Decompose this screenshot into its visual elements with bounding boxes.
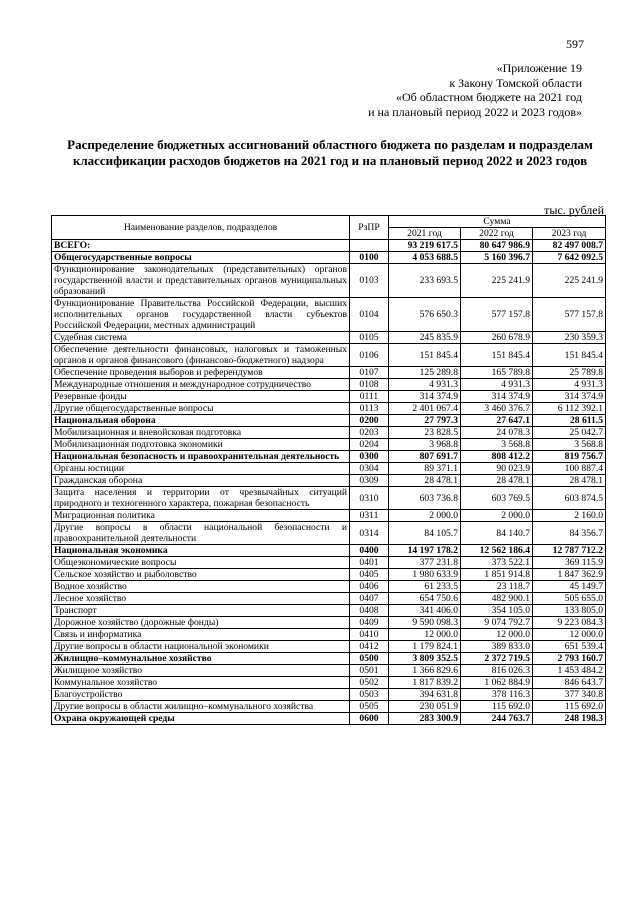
row-value-2021: 807 691.7: [389, 451, 461, 463]
row-value-2023: 7 642 092.5: [533, 252, 606, 264]
row-name: Другие вопросы в области национальной экономики: [52, 641, 350, 653]
row-value-2022: 4 931.3: [461, 379, 533, 391]
row-value-2022: 27 647.1: [461, 415, 533, 427]
row-code: 0314: [350, 522, 389, 545]
row-value-2022: 354 105.0: [461, 605, 533, 617]
row-name: Национальная безопасность и правоохранительная деятельность: [52, 451, 350, 463]
row-code: 0400: [350, 545, 389, 557]
row-value-2021: 394 631.8: [389, 689, 461, 701]
row-value-2021: 89 371.1: [389, 463, 461, 475]
table-row: [52, 689, 606, 701]
row-value-2023: 603 874.5: [533, 487, 606, 510]
table-row: [52, 677, 606, 689]
table-row: [52, 665, 606, 677]
table-row: [52, 298, 606, 332]
row-name: Другие вопросы в области национальной безопасности и правоохранительной деятельности: [52, 522, 350, 545]
table-row: [52, 403, 606, 415]
row-value-2021: 9 590 098.3: [389, 617, 461, 629]
table-row: [52, 264, 606, 298]
table-row: [52, 252, 606, 264]
row-code: 0309: [350, 475, 389, 487]
budget-table: [51, 215, 606, 725]
row-value-2021: 2 401 067.4: [389, 403, 461, 415]
row-value-2022: 80 647 986.9: [461, 240, 533, 252]
row-value-2022: 23 118.7: [461, 581, 533, 593]
row-name: Коммунальное хозяйство: [52, 677, 350, 689]
table-row: [52, 629, 606, 641]
row-value-2023: 45 149.7: [533, 581, 606, 593]
row-value-2023: 12 000.0: [533, 629, 606, 641]
row-code: 0410: [350, 629, 389, 641]
row-value-2023: 151 845.4: [533, 344, 606, 367]
row-value-2022: 373 522.1: [461, 557, 533, 569]
row-code: 0113: [350, 403, 389, 415]
row-name: Мобилизационная подготовка экономики: [52, 439, 350, 451]
row-value-2023: 819 756.7: [533, 451, 606, 463]
row-value-2021: 283 300.9: [389, 713, 461, 725]
row-value-2021: 1 179 824.1: [389, 641, 461, 653]
row-code: 0408: [350, 605, 389, 617]
table-row: [52, 557, 606, 569]
row-code: 0304: [350, 463, 389, 475]
row-code: 0105: [350, 332, 389, 344]
table-row: [52, 569, 606, 581]
row-value-2021: 93 219 617.5: [389, 240, 461, 252]
units-label: тыс. рублей: [544, 203, 604, 217]
row-value-2021: 1 980 633.9: [389, 569, 461, 581]
row-value-2021: 4 053 688.5: [389, 252, 461, 264]
row-value-2021: 377 231.8: [389, 557, 461, 569]
row-name: Общеэкономические вопросы: [52, 557, 350, 569]
row-value-2021: 12 000.0: [389, 629, 461, 641]
row-value-2023: 12 787 712.2: [533, 545, 606, 557]
table-row: [52, 522, 606, 545]
header-sum: Сумма: [389, 216, 606, 228]
row-code: 0502: [350, 677, 389, 689]
annex-line: «Приложение 19: [496, 61, 582, 75]
row-code: 0600: [350, 713, 389, 725]
row-value-2021: 233 693.5: [389, 264, 461, 298]
row-value-2023: 314 374.9: [533, 391, 606, 403]
table-row: [52, 240, 606, 252]
row-code: 0505: [350, 701, 389, 713]
row-name: Национальная оборона: [52, 415, 350, 427]
table-row: [52, 641, 606, 653]
row-value-2022: 1 851 914.8: [461, 569, 533, 581]
row-name: Обеспечение проведения выборов и референдумов: [52, 367, 350, 379]
row-name: Защита населения и территории от чрезвычайных ситуаций природного и техногенного характера, пожарная безопасность: [52, 487, 350, 510]
row-value-2021: 603 736.8: [389, 487, 461, 510]
annex-line: «Об областном бюджете на 2021 год: [396, 90, 582, 104]
row-name: Международные отношения и международное сотрудничество: [52, 379, 350, 391]
annex-line: и на плановый период 2022 и 2023 годов»: [368, 104, 582, 119]
row-value-2022: 244 763.7: [461, 713, 533, 725]
row-value-2021: 125 289.8: [389, 367, 461, 379]
row-value-2023: 577 157.8: [533, 298, 606, 332]
row-value-2023: 248 198.3: [533, 713, 606, 725]
row-name: Мобилизационная и вневойсковая подготовка: [52, 427, 350, 439]
page-number: 597: [566, 37, 584, 51]
row-value-2021: 61 233.5: [389, 581, 461, 593]
row-value-2022: 84 140.7: [461, 522, 533, 545]
row-code: 0111: [350, 391, 389, 403]
row-value-2023: 1 453 484.2: [533, 665, 606, 677]
row-value-2023: 651 539.4: [533, 641, 606, 653]
row-value-2023: 28 478.1: [533, 475, 606, 487]
table-row: [52, 439, 606, 451]
row-code: 0106: [350, 344, 389, 367]
table-row: [52, 379, 606, 391]
row-value-2021: 3 809 352.5: [389, 653, 461, 665]
row-value-2022: 3 568.8: [461, 439, 533, 451]
row-value-2022: 225 241.9: [461, 264, 533, 298]
row-name: Жилищно–коммунальное хозяйство: [52, 653, 350, 665]
header-code: РзПР: [350, 216, 389, 240]
row-value-2022: 90 023.9: [461, 463, 533, 475]
row-value-2021: 576 650.3: [389, 298, 461, 332]
row-name: Сельское хозяйство и рыболовство: [52, 569, 350, 581]
row-value-2023: 377 340.8: [533, 689, 606, 701]
row-value-2022: 115 692.0: [461, 701, 533, 713]
row-code: [350, 240, 389, 252]
row-name: Водное хозяйство: [52, 581, 350, 593]
table-row: [52, 391, 606, 403]
row-value-2022: 314 374.9: [461, 391, 533, 403]
row-value-2023: 225 241.9: [533, 264, 606, 298]
row-code: 0204: [350, 439, 389, 451]
row-name: Гражданская оборона: [52, 475, 350, 487]
row-value-2022: 151 845.4: [461, 344, 533, 367]
row-value-2022: 816 026.3: [461, 665, 533, 677]
row-name: ВСЕГО:: [52, 240, 350, 252]
row-name: Транспорт: [52, 605, 350, 617]
row-value-2022: 5 160 396.7: [461, 252, 533, 264]
header-year-2023: 2023 год: [533, 228, 606, 240]
row-value-2022: 389 833.0: [461, 641, 533, 653]
row-name: Функционирование законодательных (представительных) органов государственной власти и представительных органов муниципальных образований: [52, 264, 350, 298]
row-value-2021: 230 051.9: [389, 701, 461, 713]
row-value-2021: 28 478.1: [389, 475, 461, 487]
row-value-2022: 24 078.3: [461, 427, 533, 439]
row-name: Связь и информатика: [52, 629, 350, 641]
row-name: Общегосударственные вопросы: [52, 252, 350, 264]
row-value-2022: 603 769.5: [461, 487, 533, 510]
row-value-2021: 1 817 839.2: [389, 677, 461, 689]
row-value-2022: 260 678.9: [461, 332, 533, 344]
row-name: Органы юстиции: [52, 463, 350, 475]
row-name: Функционирование Правительства Российской Федерации, высших исполнительных органов государственной власти субъектов Российской Федерации, местных администраций: [52, 298, 350, 332]
table-row: [52, 593, 606, 605]
table-row: [52, 545, 606, 557]
row-value-2021: 3 968.8: [389, 439, 461, 451]
row-code: 0203: [350, 427, 389, 439]
table-row: [52, 451, 606, 463]
row-name: Судебная система: [52, 332, 350, 344]
row-value-2021: 341 406.0: [389, 605, 461, 617]
row-code: 0409: [350, 617, 389, 629]
row-name: Жилищное хозяйство: [52, 665, 350, 677]
table-row: [52, 701, 606, 713]
row-name: Лесное хозяйство: [52, 593, 350, 605]
row-value-2023: 505 655.0: [533, 593, 606, 605]
row-value-2022: 12 562 186.4: [461, 545, 533, 557]
row-code: 0501: [350, 665, 389, 677]
table-row: [52, 605, 606, 617]
annex-reference: [368, 61, 582, 119]
row-value-2021: 2 000.0: [389, 510, 461, 522]
row-name: Миграционная политика: [52, 510, 350, 522]
row-name: Дорожное хозяйство (дорожные фонды): [52, 617, 350, 629]
row-code: 0503: [350, 689, 389, 701]
row-name: Охрана окружающей среды: [52, 713, 350, 725]
header-name: Наименование разделов, подразделов: [52, 216, 350, 240]
row-value-2021: 14 197 178.2: [389, 545, 461, 557]
table-row: [52, 344, 606, 367]
annex-line: к Закону Томской области: [449, 75, 582, 90]
row-value-2023: 115 692.0: [533, 701, 606, 713]
row-value-2021: 1 366 829.6: [389, 665, 461, 677]
row-code: 0107: [350, 367, 389, 379]
row-value-2023: 9 223 084.3: [533, 617, 606, 629]
row-value-2022: 12 000.0: [461, 629, 533, 641]
row-code: 0405: [350, 569, 389, 581]
row-value-2023: 133 805.0: [533, 605, 606, 617]
row-value-2022: 482 900.1: [461, 593, 533, 605]
row-value-2022: 9 074 792.7: [461, 617, 533, 629]
row-value-2022: 378 116.3: [461, 689, 533, 701]
row-name: Резервные фонды: [52, 391, 350, 403]
header-year-2022: 2022 год: [461, 228, 533, 240]
row-code: 0300: [350, 451, 389, 463]
row-code: 0412: [350, 641, 389, 653]
table-row: [52, 415, 606, 427]
table-row: [52, 367, 606, 379]
row-value-2022: 165 789.8: [461, 367, 533, 379]
row-code: 0310: [350, 487, 389, 510]
row-value-2023: 28 611.5: [533, 415, 606, 427]
row-code: 0500: [350, 653, 389, 665]
row-value-2023: 369 115.9: [533, 557, 606, 569]
row-code: 0104: [350, 298, 389, 332]
table-row: [52, 713, 606, 725]
table-header-row: [52, 216, 606, 228]
row-name: Благоустройство: [52, 689, 350, 701]
row-value-2023: 846 643.7: [533, 677, 606, 689]
row-name: Другие вопросы в области жилищно–коммунального хозяйства: [52, 701, 350, 713]
row-value-2023: 2 160.0: [533, 510, 606, 522]
table-row: [52, 487, 606, 510]
row-value-2023: 6 112 392.1: [533, 403, 606, 415]
row-name: Национальная экономика: [52, 545, 350, 557]
document-title: Распределение бюджетных ассигнований областного бюджета по разделам и подразделам классификации расходов бюджетов на 2021 год и на плановый период 2022 и 2023 годов: [67, 137, 593, 168]
row-value-2021: 27 797.3: [389, 415, 461, 427]
row-code: 0311: [350, 510, 389, 522]
row-code: 0407: [350, 593, 389, 605]
table-row: [52, 617, 606, 629]
row-value-2021: 151 845.4: [389, 344, 461, 367]
row-code: 0103: [350, 264, 389, 298]
table-row: [52, 475, 606, 487]
row-value-2022: 2 000.0: [461, 510, 533, 522]
row-value-2023: 4 931.3: [533, 379, 606, 391]
header-year-2021: 2021 год: [389, 228, 461, 240]
row-value-2021: 245 835.9: [389, 332, 461, 344]
row-value-2021: 314 374.9: [389, 391, 461, 403]
row-value-2023: 1 847 362.9: [533, 569, 606, 581]
table-row: [52, 427, 606, 439]
row-value-2022: 3 460 376.7: [461, 403, 533, 415]
row-value-2023: 82 497 008.7: [533, 240, 606, 252]
row-value-2021: 654 750.6: [389, 593, 461, 605]
row-value-2023: 84 356.7: [533, 522, 606, 545]
row-value-2023: 3 568.8: [533, 439, 606, 451]
row-code: 0401: [350, 557, 389, 569]
row-value-2021: 23 828.5: [389, 427, 461, 439]
row-value-2022: 808 412.2: [461, 451, 533, 463]
row-value-2021: 4 931.3: [389, 379, 461, 391]
row-value-2023: 230 359.3: [533, 332, 606, 344]
row-value-2023: 100 887.4: [533, 463, 606, 475]
row-name: Другие общегосударственные вопросы: [52, 403, 350, 415]
row-value-2022: 2 372 719.5: [461, 653, 533, 665]
table-row: [52, 653, 606, 665]
table-row: [52, 581, 606, 593]
table-row: [52, 463, 606, 475]
row-code: 0406: [350, 581, 389, 593]
row-value-2022: 28 478.1: [461, 475, 533, 487]
row-code: 0108: [350, 379, 389, 391]
row-code: 0100: [350, 252, 389, 264]
row-code: 0200: [350, 415, 389, 427]
row-value-2022: 577 157.8: [461, 298, 533, 332]
row-value-2022: 1 062 884.9: [461, 677, 533, 689]
row-value-2023: 25 042.7: [533, 427, 606, 439]
row-name: Обеспечение деятельности финансовых, налоговых и таможенных органов и органов финансового (финансово-бюджетного) надзора: [52, 344, 350, 367]
table-row: [52, 332, 606, 344]
row-value-2023: 2 793 160.7: [533, 653, 606, 665]
row-value-2023: 25 789.8: [533, 367, 606, 379]
row-value-2021: 84 105.7: [389, 522, 461, 545]
table-row: [52, 510, 606, 522]
table-body: [52, 240, 606, 725]
